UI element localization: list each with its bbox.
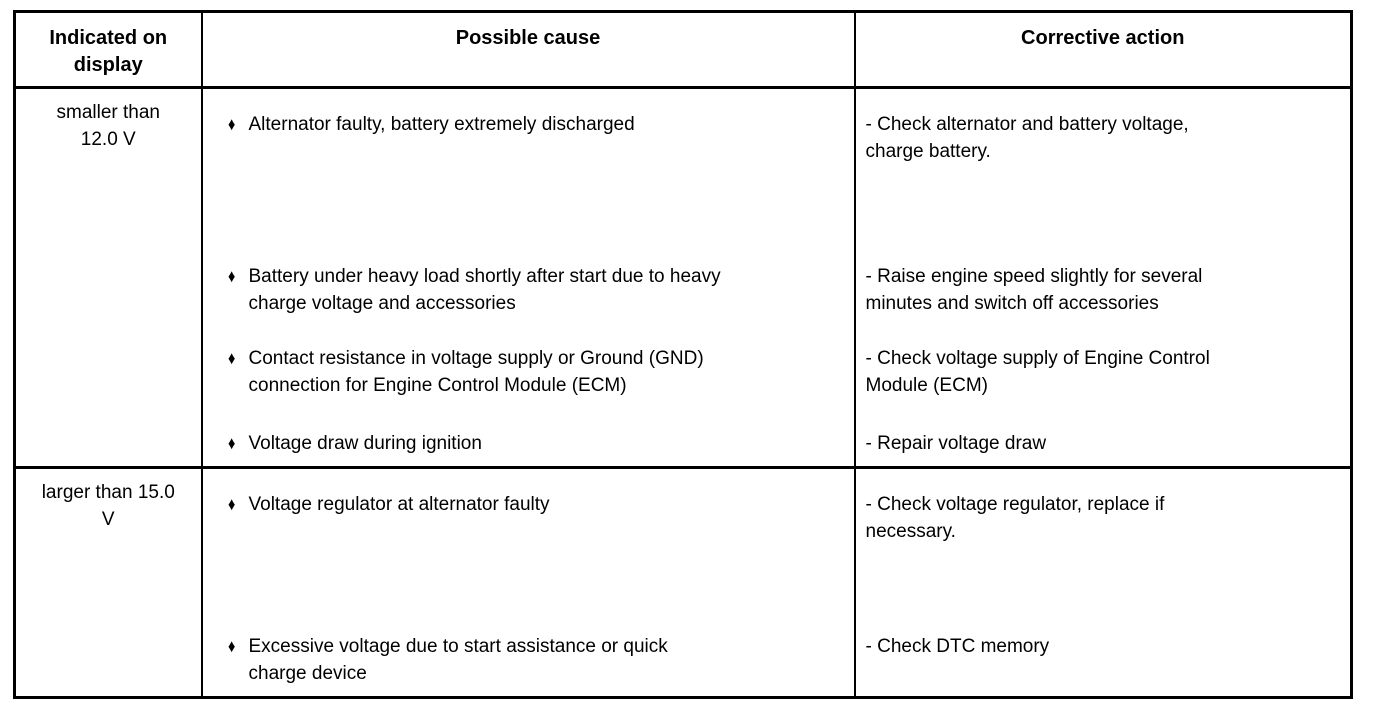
action-text: - Repair voltage draw <box>865 433 1047 454</box>
cause-text: Battery under heavy load shortly after start due to heavy charge voltage and accessories <box>248 266 721 314</box>
cause-text: Excessive voltage due to start assistance or quick charge device <box>248 636 668 684</box>
action-item <box>866 263 1339 345</box>
cause-item <box>228 430 846 457</box>
cause-text: Voltage regulator at alternator faulty <box>248 494 550 515</box>
actions-cell <box>855 88 1352 468</box>
display-line: larger than 15.0 <box>41 482 175 503</box>
action-text: minutes and switch off accessories <box>865 293 1159 314</box>
diamond-bullet-icon: ♦ <box>227 636 235 656</box>
display-value <box>20 479 197 533</box>
table-row <box>15 468 1352 698</box>
cause-item <box>228 111 846 263</box>
action-text: - Check alternator and battery voltage, <box>865 114 1189 135</box>
display-value <box>20 99 197 153</box>
action-text: - Check voltage supply of Engine Control <box>865 348 1210 369</box>
cause-item <box>228 345 846 430</box>
diamond-bullet-icon: ♦ <box>227 433 235 453</box>
diamond-bullet-icon: ♦ <box>227 494 235 514</box>
action-item <box>866 345 1339 430</box>
action-text: necessary. <box>865 521 956 542</box>
action-text: - Check voltage regulator, replace if <box>865 494 1165 515</box>
action-item <box>866 111 1339 263</box>
cause-text: Contact resistance in voltage supply or Ground (GND) connection for Engine Control Module (ECM) <box>248 348 704 396</box>
causes-cell <box>202 468 855 698</box>
action-item <box>866 430 1339 457</box>
diagnostic-table <box>13 10 1353 699</box>
display-line: V <box>101 509 115 530</box>
diamond-bullet-icon: ♦ <box>227 266 235 286</box>
action-text: Module (ECM) <box>865 375 988 396</box>
actions-cell <box>855 468 1352 698</box>
cause-item <box>228 263 846 345</box>
display-cell <box>15 468 202 698</box>
header-cell-cause: Possible cause <box>202 12 855 88</box>
action-text: - Raise engine speed slightly for several <box>865 266 1203 287</box>
display-cell <box>15 88 202 468</box>
table-row <box>15 88 1352 468</box>
action-item <box>866 633 1339 660</box>
action-text: charge battery. <box>865 141 991 162</box>
cause-item <box>228 491 846 633</box>
cause-text: Voltage draw during ignition <box>248 433 482 454</box>
cause-item <box>228 633 846 687</box>
header-cell-action: Corrective action <box>855 12 1352 88</box>
display-line: 12.0 V <box>80 129 136 150</box>
action-item <box>866 491 1339 633</box>
causes-cell <box>202 88 855 468</box>
header-row <box>15 12 1352 88</box>
cause-text: Alternator faulty, battery extremely discharged <box>248 114 635 135</box>
display-line: smaller than <box>56 102 160 123</box>
diamond-bullet-icon: ♦ <box>227 114 235 134</box>
diamond-bullet-icon: ♦ <box>227 348 235 368</box>
header-cell-display: Indicated on display <box>15 12 202 88</box>
action-text: - Check DTC memory <box>865 636 1050 657</box>
